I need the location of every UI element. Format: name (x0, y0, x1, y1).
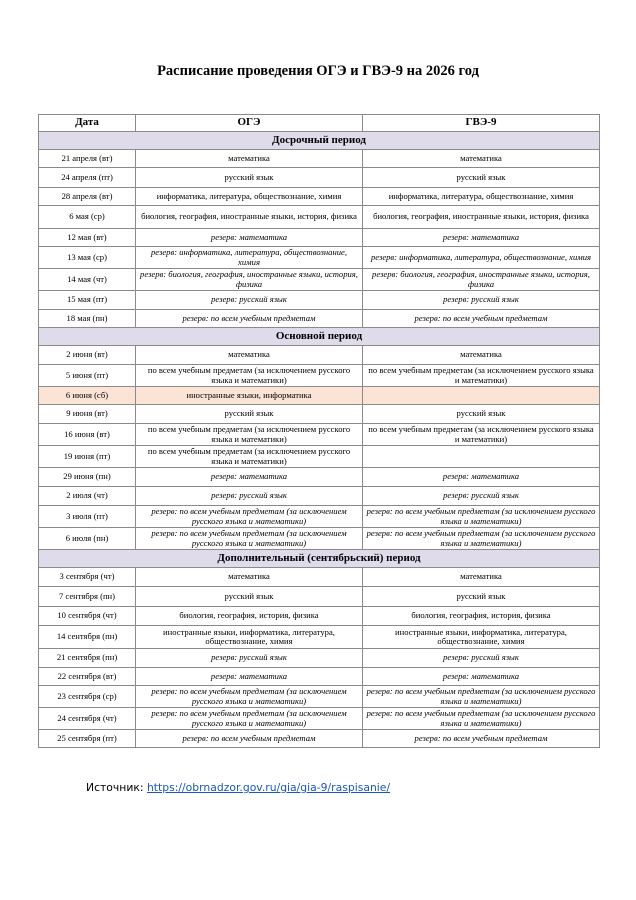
table-row (39, 649, 600, 668)
table-row (39, 229, 600, 247)
table-row (39, 468, 600, 487)
section-title: Досрочный период (39, 132, 600, 150)
table-row (39, 269, 600, 291)
oge-cell: биология, география, история, физика (136, 607, 363, 626)
oge-cell: русский язык (136, 405, 363, 424)
date-cell: 2 июня (вт) (39, 346, 136, 365)
gve-cell: математика (363, 568, 600, 587)
date-cell: 3 сентября (чт) (39, 568, 136, 587)
oge-cell: резерв: математика (136, 229, 363, 247)
header-gve: ГВЭ-9 (363, 115, 600, 132)
date-cell: 16 июня (вт) (39, 424, 136, 446)
gve-cell: резерв: русский язык (363, 649, 600, 668)
date-cell: 6 июля (пн) (39, 528, 136, 550)
date-cell: 21 сентября (пн) (39, 649, 136, 668)
table-row (39, 730, 600, 748)
table-row (39, 568, 600, 587)
gve-cell: резерв: русский язык (363, 487, 600, 506)
date-cell: 9 июня (вт) (39, 405, 136, 424)
gve-cell: резерв: математика (363, 229, 600, 247)
gve-cell: резерв: русский язык (363, 291, 600, 310)
oge-cell: резерв: по всем учебным предметам (136, 730, 363, 748)
oge-cell: резерв: по всем учебным предметам (за исключением русского языка и математики) (136, 708, 363, 730)
table-row (39, 365, 600, 387)
gve-cell: резерв: биология, география, иностранные языки, история, физика (363, 269, 600, 291)
table-row (39, 247, 600, 269)
date-cell: 14 мая (чт) (39, 269, 136, 291)
source-line (86, 781, 390, 794)
oge-cell: по всем учебным предметам (за исключением русского языка и математики) (136, 365, 363, 387)
table-row (39, 424, 600, 446)
date-cell: 23 сентября (ср) (39, 686, 136, 708)
gve-cell (363, 446, 600, 468)
table-row (39, 150, 600, 168)
oge-cell: математика (136, 346, 363, 365)
date-cell: 19 июня (пт) (39, 446, 136, 468)
oge-cell: резерв: по всем учебным предметам (за исключением русского языка и математики) (136, 528, 363, 550)
gve-cell: резерв: математика (363, 468, 600, 487)
oge-cell: резерв: по всем учебным предметам (за исключением русского языка и математики) (136, 686, 363, 708)
header-date: Дата (39, 115, 136, 132)
gve-cell: биология, география, история, физика (363, 607, 600, 626)
section-title: Основной период (39, 328, 600, 346)
oge-cell: резерв: русский язык (136, 487, 363, 506)
oge-cell: резерв: информатика, литература, обществознание, химия (136, 247, 363, 269)
table-row (39, 446, 600, 468)
header-oge: ОГЭ (136, 115, 363, 132)
table-row (39, 686, 600, 708)
table-row (39, 668, 600, 686)
oge-cell: резерв: русский язык (136, 649, 363, 668)
gve-cell: резерв: информатика, литература, обществознание, химия (363, 247, 600, 269)
gve-cell: резерв: по всем учебным предметам (за исключением русского языка и математики) (363, 506, 600, 528)
date-cell: 6 июня (сб) (39, 387, 136, 405)
gve-cell: русский язык (363, 168, 600, 188)
oge-cell: иностранные языки, информатика, литература, обществознание, химия (136, 626, 363, 649)
section-header-row (39, 132, 600, 150)
table-row (39, 206, 600, 229)
table-row (39, 188, 600, 206)
table-row (39, 405, 600, 424)
gve-cell: резерв: по всем учебным предметам (363, 310, 600, 328)
date-cell: 7 сентября (пн) (39, 587, 136, 607)
date-cell: 24 апреля (пт) (39, 168, 136, 188)
date-cell: 3 июля (пт) (39, 506, 136, 528)
oge-cell: математика (136, 568, 363, 587)
table-row (39, 528, 600, 550)
date-cell: 21 апреля (вт) (39, 150, 136, 168)
oge-cell: информатика, литература, обществознание, химия (136, 188, 363, 206)
oge-cell: резерв: по всем учебным предметам (136, 310, 363, 328)
table-header-row (39, 115, 600, 132)
oge-cell: резерв: по всем учебным предметам (за исключением русского языка и математики) (136, 506, 363, 528)
date-cell: 6 мая (ср) (39, 206, 136, 229)
table-row (39, 346, 600, 365)
table-row (39, 291, 600, 310)
gve-cell: русский язык (363, 405, 600, 424)
table-row (39, 168, 600, 188)
date-cell: 12 мая (вт) (39, 229, 136, 247)
gve-cell (363, 387, 600, 405)
schedule-table (38, 114, 600, 748)
gve-cell: математика (363, 346, 600, 365)
section-title: Дополнительный (сентябрьский) период (39, 550, 600, 568)
oge-cell: биология, география, иностранные языки, история, физика (136, 206, 363, 229)
source-label: Источник: (86, 781, 144, 794)
gve-cell: информатика, литература, обществознание, химия (363, 188, 600, 206)
gve-cell: резерв: математика (363, 668, 600, 686)
oge-cell: русский язык (136, 168, 363, 188)
gve-cell: резерв: по всем учебным предметам (363, 730, 600, 748)
table-row (39, 626, 600, 649)
gve-cell: по всем учебным предметам (за исключением русского языка и математики) (363, 424, 600, 446)
table-row (39, 506, 600, 528)
gve-cell: резерв: по всем учебным предметам (за исключением русского языка и математики) (363, 686, 600, 708)
source-link[interactable]: https://obrnadzor.gov.ru/gia/gia-9/raspisanie/ (146, 781, 391, 794)
oge-cell: резерв: русский язык (136, 291, 363, 310)
table-row (39, 487, 600, 506)
oge-cell: по всем учебным предметам (за исключением русского языка и математики) (136, 424, 363, 446)
oge-cell: русский язык (136, 587, 363, 607)
oge-cell: математика (136, 150, 363, 168)
date-cell: 10 сентября (чт) (39, 607, 136, 626)
date-cell: 13 мая (ср) (39, 247, 136, 269)
section-header-row (39, 550, 600, 568)
date-cell: 14 сентября (пн) (39, 626, 136, 649)
gve-cell: резерв: по всем учебным предметам (за исключением русского языка и математики) (363, 708, 600, 730)
date-cell: 29 июня (пн) (39, 468, 136, 487)
oge-cell: резерв: биология, география, иностранные языки, история, физика (136, 269, 363, 291)
table-row (39, 310, 600, 328)
date-cell: 2 июля (чт) (39, 487, 136, 506)
gve-cell: по всем учебным предметам (за исключением русского языка и математики) (363, 365, 600, 387)
date-cell: 15 мая (пт) (39, 291, 136, 310)
gve-cell: иностранные языки, информатика, литература, обществознание, химия (363, 626, 600, 649)
gve-cell: биология, география, иностранные языки, история, физика (363, 206, 600, 229)
gve-cell: русский язык (363, 587, 600, 607)
oge-cell: резерв: математика (136, 668, 363, 686)
table-row (39, 607, 600, 626)
date-cell: 5 июня (пт) (39, 365, 136, 387)
date-cell: 22 сентября (вт) (39, 668, 136, 686)
date-cell: 18 мая (пн) (39, 310, 136, 328)
table-row (39, 708, 600, 730)
oge-cell: по всем учебным предметам (за исключением русского языка и математики) (136, 446, 363, 468)
date-cell: 25 сентября (пт) (39, 730, 136, 748)
date-cell: 24 сентября (чт) (39, 708, 136, 730)
table-row (39, 387, 600, 405)
section-header-row (39, 328, 600, 346)
oge-cell: иностранные языки, информатика (136, 387, 363, 405)
oge-cell: резерв: математика (136, 468, 363, 487)
gve-cell: резерв: по всем учебным предметам (за исключением русского языка и математики) (363, 528, 600, 550)
page-title: Расписание проведения ОГЭ и ГВЭ-9 на 2026 год (157, 63, 479, 79)
date-cell: 28 апреля (вт) (39, 188, 136, 206)
schedule-body (39, 132, 600, 748)
gve-cell: математика (363, 150, 600, 168)
table-row (39, 587, 600, 607)
